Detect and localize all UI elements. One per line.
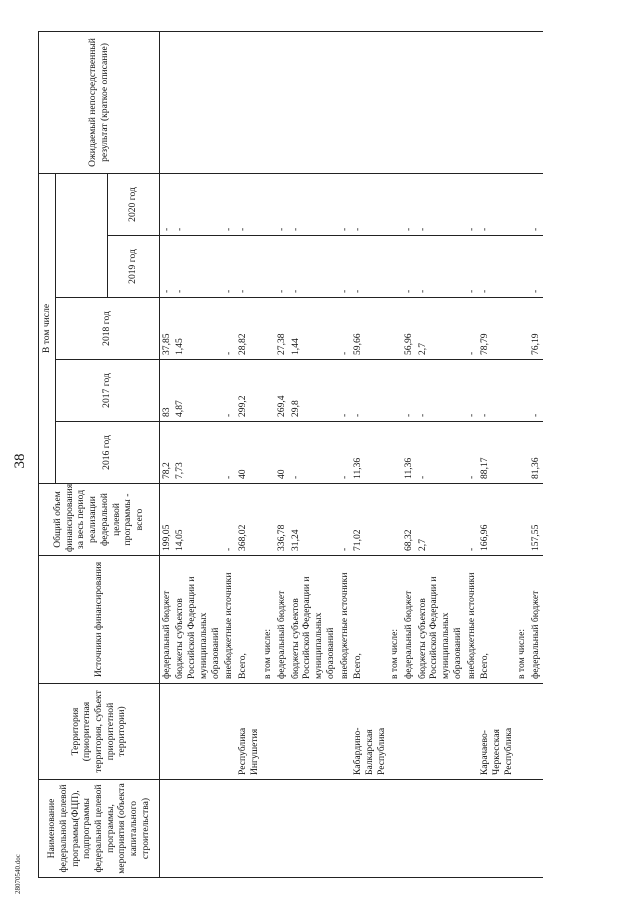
- cell-y2016: 88,17: [478, 422, 515, 484]
- cell-y2016: 11,36: [351, 422, 388, 484]
- cell-territory: [465, 684, 479, 780]
- cell-y2018: -: [338, 298, 352, 360]
- cell-total: 157,55: [529, 484, 543, 556]
- table-row: [222, 31, 236, 877]
- cell-y2016: [515, 422, 529, 484]
- table-row: [159, 31, 173, 877]
- header-2019: 2019 год: [107, 236, 159, 298]
- cell-total: 68,32: [402, 484, 416, 556]
- table-row: [289, 31, 338, 877]
- cell-territory: Республика Ингушетия: [236, 684, 261, 780]
- table-body: [159, 31, 543, 877]
- cell-y2018: 28,82: [236, 298, 261, 360]
- cell-y2019: -: [289, 236, 338, 298]
- cell-y2020: -: [529, 173, 543, 235]
- table-row: [478, 31, 515, 877]
- header-program: Наименование федеральной целевой программы(ФЦП), подпрограммы федеральной целевой программы, мероприятия (объекта капитального строительства): [39, 780, 160, 878]
- cell-result: [159, 31, 173, 173]
- cell-y2020: -: [351, 173, 388, 235]
- cell-y2017: 4,87: [173, 360, 222, 422]
- cell-program: [236, 780, 261, 878]
- table-row: [402, 31, 416, 877]
- cell-y2016: -: [338, 422, 352, 484]
- cell-total: 31,24: [289, 484, 338, 556]
- table-row: [416, 31, 465, 877]
- cell-source: в том числе:: [261, 556, 275, 684]
- cell-y2017: 299,2: [236, 360, 261, 422]
- cell-total: [388, 484, 402, 556]
- cell-program: [416, 780, 465, 878]
- table-row: [515, 31, 529, 877]
- cell-y2018: 78,79: [478, 298, 515, 360]
- cell-program: [173, 780, 222, 878]
- cell-result: [261, 31, 275, 173]
- cell-program: [402, 780, 416, 878]
- cell-y2017: -: [529, 360, 543, 422]
- header-territory: Территория (приоритетная территория, субъект приоритетной территории): [39, 684, 160, 780]
- cell-program: [275, 780, 289, 878]
- cell-y2020: -: [465, 173, 479, 235]
- cell-y2018: 56,96: [402, 298, 416, 360]
- cell-y2019: [515, 236, 529, 298]
- cell-y2018: 1,44: [289, 298, 338, 360]
- cell-source: федеральный бюджет: [402, 556, 416, 684]
- cell-result: [222, 31, 236, 173]
- cell-program: [338, 780, 352, 878]
- cell-y2020: -: [222, 173, 236, 235]
- cell-result: [402, 31, 416, 173]
- cell-y2018: 27,38: [275, 298, 289, 360]
- cell-y2019: -: [465, 236, 479, 298]
- cell-program: [159, 780, 173, 878]
- cell-y2019: -: [222, 236, 236, 298]
- cell-total: [261, 484, 275, 556]
- cell-y2019: -: [529, 236, 543, 298]
- footer-doc-code: 28070540.doc: [14, 854, 22, 894]
- cell-territory: [275, 684, 289, 780]
- cell-result: [416, 31, 465, 173]
- cell-source: Всего,: [478, 556, 515, 684]
- table-header: [39, 31, 160, 877]
- cell-source: федеральный бюджет: [159, 556, 173, 684]
- cell-y2017: [261, 360, 275, 422]
- cell-y2017: -: [478, 360, 515, 422]
- cell-source: внебюджетные источники: [222, 556, 236, 684]
- table-row: [173, 31, 222, 877]
- cell-y2018: 76,19: [529, 298, 543, 360]
- cell-y2020: -: [173, 173, 222, 235]
- cell-y2017: 29,8: [289, 360, 338, 422]
- table-row: [465, 31, 479, 877]
- cell-y2017: [388, 360, 402, 422]
- header-result: Ожидаемый непосредственный результат (краткое описание): [39, 31, 160, 173]
- cell-y2018: 37,85: [159, 298, 173, 360]
- cell-program: [478, 780, 515, 878]
- cell-source: федеральный бюджет: [529, 556, 543, 684]
- cell-source: в том числе:: [388, 556, 402, 684]
- page-number: 38: [12, 453, 28, 469]
- cell-territory: [416, 684, 465, 780]
- header-2017: 2017 год: [55, 360, 159, 422]
- cell-program: [388, 780, 402, 878]
- cell-source: бюджеты субъектов Российской Федерации и муниципальных образований: [416, 556, 465, 684]
- cell-y2018: -: [465, 298, 479, 360]
- cell-y2016: 40: [236, 422, 261, 484]
- header-2016: 2016 год: [55, 422, 159, 484]
- cell-y2018: [388, 298, 402, 360]
- cell-y2019: -: [416, 236, 465, 298]
- cell-y2016: [261, 422, 275, 484]
- cell-result: [465, 31, 479, 173]
- cell-total: -: [465, 484, 479, 556]
- cell-y2018: -: [222, 298, 236, 360]
- cell-territory: [173, 684, 222, 780]
- cell-program: [351, 780, 388, 878]
- cell-territory: Кабардино-Балкарская Республика: [351, 684, 388, 780]
- cell-total: -: [338, 484, 352, 556]
- cell-y2017: 83: [159, 360, 173, 422]
- cell-y2016: 81,36: [529, 422, 543, 484]
- cell-total: 14,05: [173, 484, 222, 556]
- cell-y2017: 269,4: [275, 360, 289, 422]
- cell-y2019: -: [159, 236, 173, 298]
- cell-program: [222, 780, 236, 878]
- cell-y2018: 1,45: [173, 298, 222, 360]
- cell-territory: [261, 684, 275, 780]
- cell-territory: [222, 684, 236, 780]
- cell-y2016: -: [222, 422, 236, 484]
- cell-source: федеральный бюджет: [275, 556, 289, 684]
- cell-y2016: -: [416, 422, 465, 484]
- cell-y2020: -: [275, 173, 289, 235]
- cell-y2020: [388, 173, 402, 235]
- cell-total: 368,02: [236, 484, 261, 556]
- cell-total: -: [222, 484, 236, 556]
- cell-result: [529, 31, 543, 173]
- cell-y2020: -: [478, 173, 515, 235]
- cell-y2018: [261, 298, 275, 360]
- cell-y2016: [388, 422, 402, 484]
- cell-y2017: -: [402, 360, 416, 422]
- cell-y2017: -: [338, 360, 352, 422]
- cell-y2020: -: [159, 173, 173, 235]
- cell-y2017: -: [351, 360, 388, 422]
- header-2018: 2018 год: [55, 298, 159, 360]
- cell-territory: [388, 684, 402, 780]
- financing-table: [38, 31, 543, 878]
- cell-y2020: -: [289, 173, 338, 235]
- cell-total: 2,7: [416, 484, 465, 556]
- cell-source: внебюджетные источники: [465, 556, 479, 684]
- cell-result: [173, 31, 222, 173]
- cell-y2017: -: [416, 360, 465, 422]
- cell-territory: [515, 684, 529, 780]
- cell-y2016: 7,73: [173, 422, 222, 484]
- cell-y2020: -: [338, 173, 352, 235]
- cell-y2016: 11,36: [402, 422, 416, 484]
- cell-program: [261, 780, 275, 878]
- table-row: [275, 31, 289, 877]
- cell-source: внебюджетные источники: [338, 556, 352, 684]
- cell-y2020: -: [416, 173, 465, 235]
- cell-y2020: [261, 173, 275, 235]
- cell-y2017: -: [465, 360, 479, 422]
- cell-program: [515, 780, 529, 878]
- header-source: Источники финансирования: [39, 556, 160, 684]
- table-row: [351, 31, 388, 877]
- cell-territory: [402, 684, 416, 780]
- cell-total: [515, 484, 529, 556]
- header-2020: 2020 год: [107, 173, 159, 235]
- cell-y2018: [515, 298, 529, 360]
- cell-total: 166,96: [478, 484, 515, 556]
- cell-source: бюджеты субъектов Российской Федерации и муниципальных образований: [289, 556, 338, 684]
- table-row: [388, 31, 402, 877]
- cell-result: [478, 31, 515, 173]
- cell-source: Всего,: [351, 556, 388, 684]
- cell-result: [351, 31, 388, 173]
- cell-y2020: -: [402, 173, 416, 235]
- cell-y2019: -: [275, 236, 289, 298]
- header-total: Общий объем финансирования за весь период реализации федеральной целевой программы - всего: [39, 484, 160, 556]
- cell-y2018: 2,7: [416, 298, 465, 360]
- cell-y2019: -: [173, 236, 222, 298]
- cell-y2019: -: [478, 236, 515, 298]
- table-row: [529, 31, 543, 877]
- cell-y2020: [515, 173, 529, 235]
- table-row: [338, 31, 352, 877]
- cell-result: [515, 31, 529, 173]
- cell-territory: [159, 684, 173, 780]
- cell-y2019: -: [236, 236, 261, 298]
- cell-y2016: 40: [275, 422, 289, 484]
- cell-y2016: -: [289, 422, 338, 484]
- cell-result: [236, 31, 261, 173]
- cell-source: бюджеты субъектов Российской Федерации и муниципальных образований: [173, 556, 222, 684]
- cell-y2019: -: [351, 236, 388, 298]
- cell-territory: Карачаево-Черкесская Республика: [478, 684, 515, 780]
- cell-y2019: -: [402, 236, 416, 298]
- rotated-content: [8, 28, 600, 894]
- cell-result: [275, 31, 289, 173]
- cell-source: Всего,: [236, 556, 261, 684]
- cell-result: [388, 31, 402, 173]
- cell-y2018: 59,66: [351, 298, 388, 360]
- cell-territory: [289, 684, 338, 780]
- cell-y2017: [515, 360, 529, 422]
- table-row: [236, 31, 261, 877]
- cell-y2019: -: [338, 236, 352, 298]
- table-row: [261, 31, 275, 877]
- cell-result: [338, 31, 352, 173]
- cell-y2019: [388, 236, 402, 298]
- cell-program: [465, 780, 479, 878]
- cell-source: в том числе:: [515, 556, 529, 684]
- cell-total: 71,02: [351, 484, 388, 556]
- cell-result: [289, 31, 338, 173]
- cell-program: [289, 780, 338, 878]
- cell-y2016: -: [465, 422, 479, 484]
- cell-y2020: -: [236, 173, 261, 235]
- cell-y2017: -: [222, 360, 236, 422]
- cell-total: 336,78: [275, 484, 289, 556]
- header-blank-cell: [55, 173, 107, 297]
- cell-y2019: [261, 236, 275, 298]
- cell-territory: [338, 684, 352, 780]
- cell-total: 199,05: [159, 484, 173, 556]
- cell-territory: [529, 684, 543, 780]
- cell-program: [529, 780, 543, 878]
- cell-y2016: 78,2: [159, 422, 173, 484]
- header-including: В том числе: [39, 173, 56, 483]
